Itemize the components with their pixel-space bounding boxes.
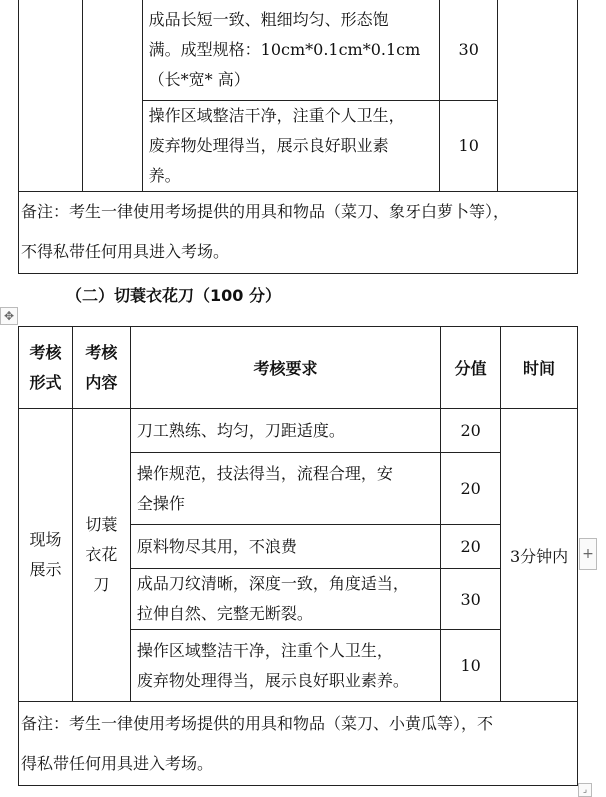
form-value-cell bbox=[19, 409, 73, 702]
main-score-table bbox=[18, 326, 578, 786]
header-form bbox=[19, 327, 73, 409]
content-cell bbox=[82, 0, 142, 191]
header-line: 内容 bbox=[85, 372, 118, 392]
requirement-line: 操作区域整洁干净，注重个人卫生， bbox=[148, 105, 405, 125]
requirement-cell bbox=[130, 630, 440, 702]
note-cell bbox=[19, 191, 578, 273]
header-line: 形式 bbox=[29, 372, 62, 392]
header-score: 分值 bbox=[441, 327, 501, 409]
note-row bbox=[19, 191, 578, 273]
requirement-cell bbox=[130, 409, 440, 453]
time-cell bbox=[498, 0, 578, 191]
requirement-cell bbox=[130, 569, 440, 630]
requirement-line: 全操作 bbox=[136, 493, 185, 513]
form-cell bbox=[19, 0, 83, 191]
header-line: 考核 bbox=[29, 342, 62, 362]
score-cell: 30 bbox=[440, 0, 498, 100]
requirement-cell bbox=[130, 525, 440, 569]
content-value-line: 切蓑 bbox=[85, 515, 118, 534]
header-requirement: 考核要求 bbox=[130, 327, 440, 409]
header-row bbox=[19, 327, 578, 409]
requirement-line: 刀工熟练、均匀，刀距适度。 bbox=[136, 420, 345, 440]
resize-corner-icon[interactable]: ⌟ bbox=[578, 783, 592, 797]
requirement-cell bbox=[142, 0, 440, 100]
content-value-line: 衣花 bbox=[85, 545, 118, 564]
requirement-cell bbox=[142, 100, 440, 191]
score-cell: 10 bbox=[441, 630, 501, 702]
note-line: 得私带任何用具进入考场。 bbox=[21, 753, 214, 773]
section-title: （二）切蓑衣花刀（100 分） bbox=[66, 286, 281, 305]
table-row bbox=[19, 409, 578, 453]
requirement-line: 原料物尽其用，不浪费 bbox=[136, 536, 297, 556]
form-value-line: 展示 bbox=[29, 560, 62, 579]
requirement-line: 操作区域整洁干净，注重个人卫生， bbox=[136, 640, 393, 660]
requirement-line: 废弃物处理得当，展示良好职业素养。 bbox=[136, 670, 409, 690]
score-cell: 20 bbox=[441, 525, 501, 569]
header-time: 时间 bbox=[501, 327, 578, 409]
time-value-cell: 3分钟内 bbox=[501, 409, 578, 702]
content-value-cell bbox=[72, 409, 130, 702]
requirement-line: （长*宽* 高） bbox=[148, 69, 250, 89]
requirement-line: 养。 bbox=[148, 165, 181, 185]
score-cell: 30 bbox=[441, 569, 501, 630]
requirement-line: 成品刀纹清晰，深度一致，角度适当， bbox=[136, 574, 409, 593]
top-score-table bbox=[18, 0, 578, 274]
note-row bbox=[19, 702, 578, 786]
note-cell bbox=[19, 702, 578, 786]
note-line: 备注：考生一律使用考场提供的用具和物品（菜刀、象牙白萝卜等）， bbox=[21, 202, 510, 221]
requirement-line: 满。成型规格：10cm*0.1cm*0.1cm bbox=[148, 39, 421, 59]
note-line: 备注：考生一律使用考场提供的用具和物品（菜刀、小黄瓜等），不 bbox=[21, 713, 494, 733]
note-line: 不得私带任何用具进入考场。 bbox=[21, 242, 230, 261]
move-icon[interactable]: ✥ bbox=[0, 307, 18, 325]
plus-icon[interactable]: + bbox=[579, 538, 597, 570]
form-value-line: 现场 bbox=[29, 530, 62, 549]
header-line: 考核 bbox=[85, 342, 118, 362]
requirement-line: 操作规范，技法得当，流程合理，安 bbox=[136, 463, 393, 483]
requirement-cell bbox=[130, 453, 440, 525]
header-content bbox=[72, 327, 130, 409]
requirement-line: 拉伸自然、完整无断裂。 bbox=[136, 604, 313, 623]
table-row bbox=[19, 0, 578, 100]
requirement-line: 成品长短一致、粗细均匀、形态饱 bbox=[148, 9, 389, 29]
score-cell: 10 bbox=[440, 100, 498, 191]
score-cell: 20 bbox=[441, 453, 501, 525]
content-value-line: 刀 bbox=[93, 575, 110, 594]
score-cell: 20 bbox=[441, 409, 501, 453]
requirement-line: 废弃物处理得当，展示良好职业素 bbox=[148, 135, 389, 155]
